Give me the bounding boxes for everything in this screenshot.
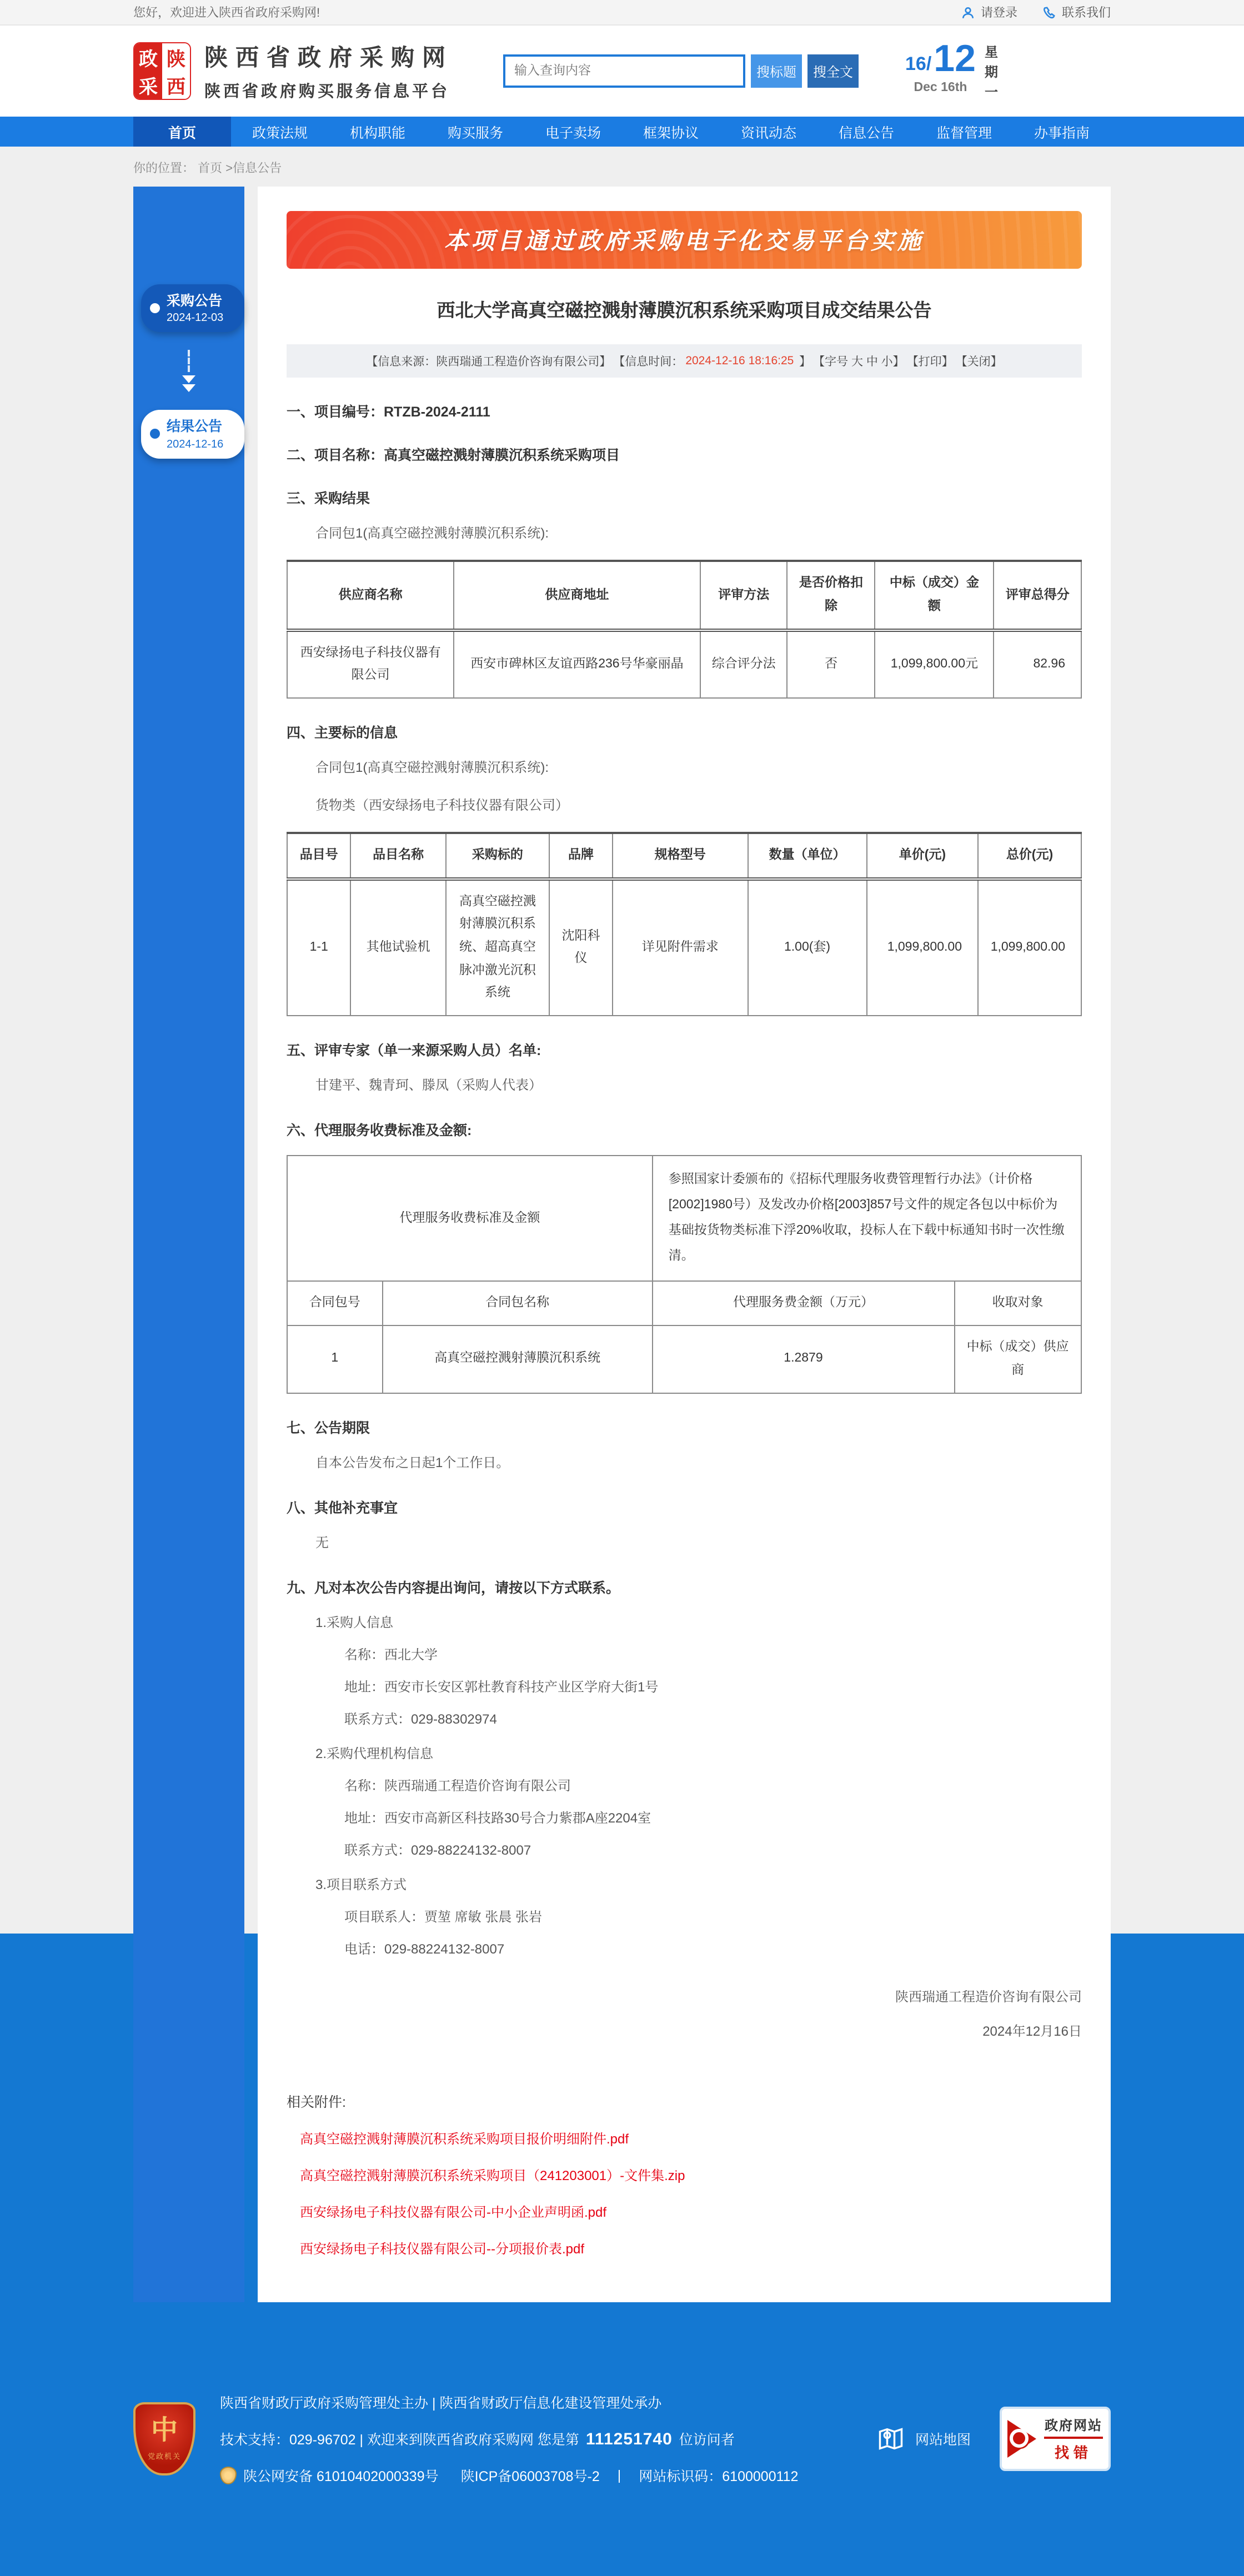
- search-title-button[interactable]: 搜标题: [751, 54, 802, 88]
- magnifier-flag-icon: [1008, 2421, 1037, 2458]
- fee-table: [287, 1156, 1082, 1393]
- section-other-matters: 八、其他补充事宜 无: [287, 1500, 398, 1550]
- section-announcement-period: 七、公告期限 自本公告发布之日起1个工作日。: [287, 1420, 510, 1470]
- section-procurement-result: 三、采购结果 合同包1(高真空磁控溅射薄膜沉积系统): 供应商名称 供应商地址 评审方法 是否价格扣除 中标（成交）金额 评审总得分 西安绿扬电子科技仪器有限公司 西安市碑林区友谊西路236号华豪丽晶 综合评分法 否 1,099,800.00元 82.96: [287, 488, 1082, 699]
- font-size-control[interactable]: 【字号 大 中 小】: [813, 355, 905, 368]
- section-subject-info: 四、主要标的信息 合同包1(高真空磁控溅射薄膜沉积系统): 货物类（西安绿扬电子科技仪器有限公司） 品目号 品目名称 采购标的 品牌 规格型号 数量（单位） 单价(元) 总价(元) 1-1 其他试验机 高真空磁控溅射薄膜沉积系统、超高真空脉冲激光沉积系统 沈阳科仪 详见附件需求 1.00(套) 1,099,800.00 1,099,800.00: [287, 722, 1082, 1016]
- nav-item-functions[interactable]: 机构职能: [349, 125, 405, 140]
- site-titles: [204, 40, 453, 102]
- date-widget: [905, 40, 998, 102]
- table-row: 1 高真空磁控溅射薄膜沉积系统 1.2879 中标（成交）供应商: [287, 1325, 1081, 1393]
- nav-item-home[interactable]: 首页: [133, 117, 231, 147]
- attachment-link[interactable]: 西安绿扬电子科技仪器有限公司-中小企业声明函.pdf: [300, 2205, 607, 2221]
- platform-banner: 本项目通过政府采购电子化交易平台实施: [287, 211, 1082, 269]
- map-icon: [876, 2425, 905, 2454]
- nav-item-supervision[interactable]: 监督管理: [936, 125, 992, 140]
- table-row: 西安绿扬电子科技仪器有限公司 西安市碑林区友谊西路236号华豪丽晶 综合评分法 否 1,099,800.00元 82.96: [287, 630, 1081, 699]
- items-table: 品目号 品目名称 采购标的 品牌 规格型号 数量（单位） 单价(元) 总价(元) 1-1 其他试验机 高真空磁控溅射薄膜沉积系统、超高真空脉冲激光沉积系统 沈阳科仪 详见附件需求 1.00(套) 1,099,800.00 1,099,800.00: [287, 832, 1082, 1016]
- nav-item-news[interactable]: 资讯动态: [740, 125, 796, 140]
- section-experts: 五、评审专家（单一来源采购人员）名单: 甘建平、魏青珂、滕凤（采购人代表）: [287, 1043, 543, 1093]
- nav-item-announcements[interactable]: 信息公告: [838, 125, 894, 140]
- print-button[interactable]: 【打印】: [906, 355, 954, 368]
- agency-info: 2.采购代理机构信息 名称：陕西瑞通工程造价咨询有限公司 地址：西安市高新区科技路30号合力紫郡A座2204室 联系方式：029-88224132-8007: [315, 1746, 651, 1859]
- timeline-dot: [150, 429, 160, 439]
- nav-item-guide[interactable]: 办事指南: [1034, 125, 1090, 140]
- date-english: Dec 16th: [914, 81, 967, 94]
- nav-item-framework[interactable]: 框架协议: [643, 125, 699, 140]
- user-icon: [961, 5, 975, 19]
- attachments-section: 相关附件: 高真空磁控溅射薄膜沉积系统采购项目报价明细附件.pdf 高真空磁控溅射薄膜沉积系统采购项目（241203001）-文件集.zip 西安绿扬电子科技仪器有限公司-中小企业声明函.pdf 西安绿扬电子科技仪器有限公司--分项报价表.pdf: [287, 2092, 1082, 2258]
- main-nav: [0, 117, 1244, 147]
- search-bar: [503, 54, 859, 88]
- signature-block: [287, 1987, 1082, 2041]
- attachment-link[interactable]: 高真空磁控溅射薄膜沉积系统采购项目（241203001）-文件集.zip: [300, 2168, 685, 2184]
- signature-company: 陕西瑞通工程造价咨询有限公司: [895, 1989, 1082, 2005]
- footer-site-code: 网站标识码：6100000112: [639, 2469, 799, 2485]
- police-badge-icon: [220, 2467, 237, 2485]
- attachment-link[interactable]: 高真空磁控溅射薄膜沉积系统采购项目报价明细附件.pdf: [300, 2131, 629, 2147]
- footer-icp[interactable]: 陕ICP备06003708号-2: [460, 2469, 600, 2485]
- info-source: 【信息来源：陕西瑞通工程造价咨询有限公司】: [366, 355, 611, 368]
- section-agency-fee: 六、代理服务收费标准及金额: 代理服务收费标准及金额 参照国家计委颁布的《招标代理服务收费管理暂行办法》（计价格[2002]1980号）及发改办价格[2003]857号文件的规定各包以中标价为基础按货物类标准下浮20%收取，投标人在下载中标通知书时一次性缴清。 合同包号 合同包名称 代理服务费金额（万元） 收取对象 1 高真空磁控溅射薄膜沉积系统 1.2879 中标（成交）供应商: [287, 1120, 1082, 1393]
- section-contacts: 九、凡对本次公告内容提出询问，请按以下方式联系。 1.采购人信息 名称：西北大学 地址：西安市长安区郭杜教育科技产业区学府大街1号 联系方式：029-88302974 2.采购代理机构信息 名称：陕西瑞通工程造价咨询有限公司 地址：西安市高新区科技路30号合力紫郡A座2204室 联系方式：029-88224132-8007 3.项目联系方式 项目联系人：贾堃 席敏 张晨 张岩 电话：029-88224132-8007: [287, 1578, 1082, 1959]
- result-table: 供应商名称 供应商地址 评审方法 是否价格扣除 中标（成交）金额 评审总得分 西安绿扬电子科技仪器有限公司 西安市碑林区友谊西路236号华豪丽晶 综合评分法 否 1,099,800.00元 82.96: [287, 560, 1082, 699]
- sitemap-link[interactable]: 网站地图: [876, 2425, 971, 2454]
- search-fulltext-button[interactable]: 搜全文: [807, 54, 859, 88]
- project-contact-info: 3.项目联系方式 项目联系人：贾堃 席敏 张晨 张岩 电话：029-88224132-8007: [315, 1877, 543, 1957]
- footer-organizer: 陕西省财政厅政府采购管理处主办 | 陕西省财政厅信息化建设管理处承办: [220, 2396, 662, 2412]
- info-time-value: 2024-12-16 18:16:25: [685, 354, 794, 368]
- breadcrumb: 你的位置： 首页 >信息公告: [133, 162, 282, 175]
- login-link[interactable]: 请登录: [961, 3, 1017, 21]
- close-button[interactable]: 【关闭】: [955, 355, 1002, 368]
- table-row: 1-1 其他试验机 高真空磁控溅射薄膜沉积系统、超高真空脉冲激光沉积系统 沈阳科仪 详见附件需求 1.00(套) 1,099,800.00 1,099,800.00: [287, 878, 1081, 1016]
- section-project-number: 一、项目编号：RTZB-2024-2111: [287, 404, 490, 420]
- phone-icon: [1042, 5, 1056, 19]
- sidebar-item-result-notice[interactable]: 结果公告 2024-12-16: [141, 410, 244, 459]
- date-day: 16/: [905, 53, 932, 75]
- info-time-label: 【信息时间：: [613, 355, 684, 368]
- main-area: [0, 147, 1244, 2303]
- topbar: [0, 0, 1244, 26]
- nav-item-e-mall[interactable]: 电子卖场: [545, 125, 601, 140]
- attachment-link[interactable]: 西安绿扬电子科技仪器有限公司--分项报价表.pdf: [300, 2241, 585, 2257]
- timeline-sidebar: [133, 187, 244, 2303]
- site-subtitle: 陕西省政府购买服务信息平台: [204, 83, 450, 101]
- section-project-name: 二、项目名称：高真空磁控溅射薄膜沉积系统采购项目: [287, 448, 620, 463]
- site-logo: 政 陕 采 西: [133, 42, 191, 100]
- nav-item-purchase-services[interactable]: 购买服务: [447, 125, 503, 140]
- signature-date: 2024年12月16日: [982, 2023, 1082, 2040]
- timeline-dot: [150, 303, 160, 313]
- nav-item-policies[interactable]: 政策法规: [252, 125, 308, 140]
- welcome-text: 您好，欢迎进入陕西省政府采购网!: [133, 7, 320, 20]
- sidebar-item-procurement-notice[interactable]: 采购公告 2024-12-03: [141, 284, 244, 333]
- table-row: 代理服务收费标准及金额 参照国家计委颁布的《招标代理服务收费管理暂行办法》（计价格[2002]1980号）及发改办价格[2003]857号文件的规定各包以中标价为基础按货物类标准下浮20%收取，投标人在下载中标通知书时一次性缴清。: [287, 1156, 1081, 1282]
- article-title: 西北大学高真空磁控溅射薄膜沉积系统采购项目成交结果公告: [437, 301, 932, 321]
- visitor-count: 111251740: [585, 2429, 673, 2449]
- breadcrumb-home-link[interactable]: 首页: [198, 162, 223, 175]
- purchaser-info: 1.采购人信息 名称：西北大学 地址：西安市长安区郭杜教育科技产业区学府大街1号 联系方式：029-88302974: [315, 1615, 659, 1728]
- contact-link[interactable]: 联系我们: [1042, 3, 1111, 21]
- table-row: 合同包号 合同包名称 代理服务费金额（万元） 收取对象: [287, 1282, 1081, 1325]
- site-title: 陕西省政府采购网: [204, 46, 453, 71]
- gov-site-error-report-badge[interactable]: 政府网站 找错: [1000, 2407, 1111, 2472]
- date-month: 12: [934, 38, 976, 80]
- footer-info: 陕西省财政厅政府采购管理处主办 | 陕西省财政厅信息化建设管理处承办 技术支持：029-96702 | 欢迎来到陕西省政府采购网 您是第 111251740 位访问者 陕公网安备 61010402000339号 陕ICP备06003708号-2 | 网站标识码：6100000112: [220, 2393, 798, 2486]
- article-card: [258, 187, 1111, 2303]
- timeline-arrow-icon: [133, 350, 244, 393]
- footer-support: 技术支持：029-96702 | 欢迎来到陕西省政府采购网 您是第: [220, 2432, 579, 2448]
- breadcrumb-current: >信息公告: [225, 162, 282, 175]
- date-weekday: 星 期 一: [984, 44, 998, 100]
- search-input[interactable]: [503, 54, 745, 88]
- site-footer: [0, 2303, 1244, 2576]
- article-info-bar: 【信息来源：陕西瑞通工程造价咨询有限公司】 【信息时间： 2024-12-16 18:16:25 】 【字号 大 中 小】 【打印】 【关闭】: [287, 344, 1082, 378]
- party-gov-emblem: 中 党政机关: [133, 2403, 195, 2476]
- footer-beian[interactable]: 陕公网安备 61010402000339号: [243, 2469, 439, 2485]
- site-header: [0, 26, 1244, 117]
